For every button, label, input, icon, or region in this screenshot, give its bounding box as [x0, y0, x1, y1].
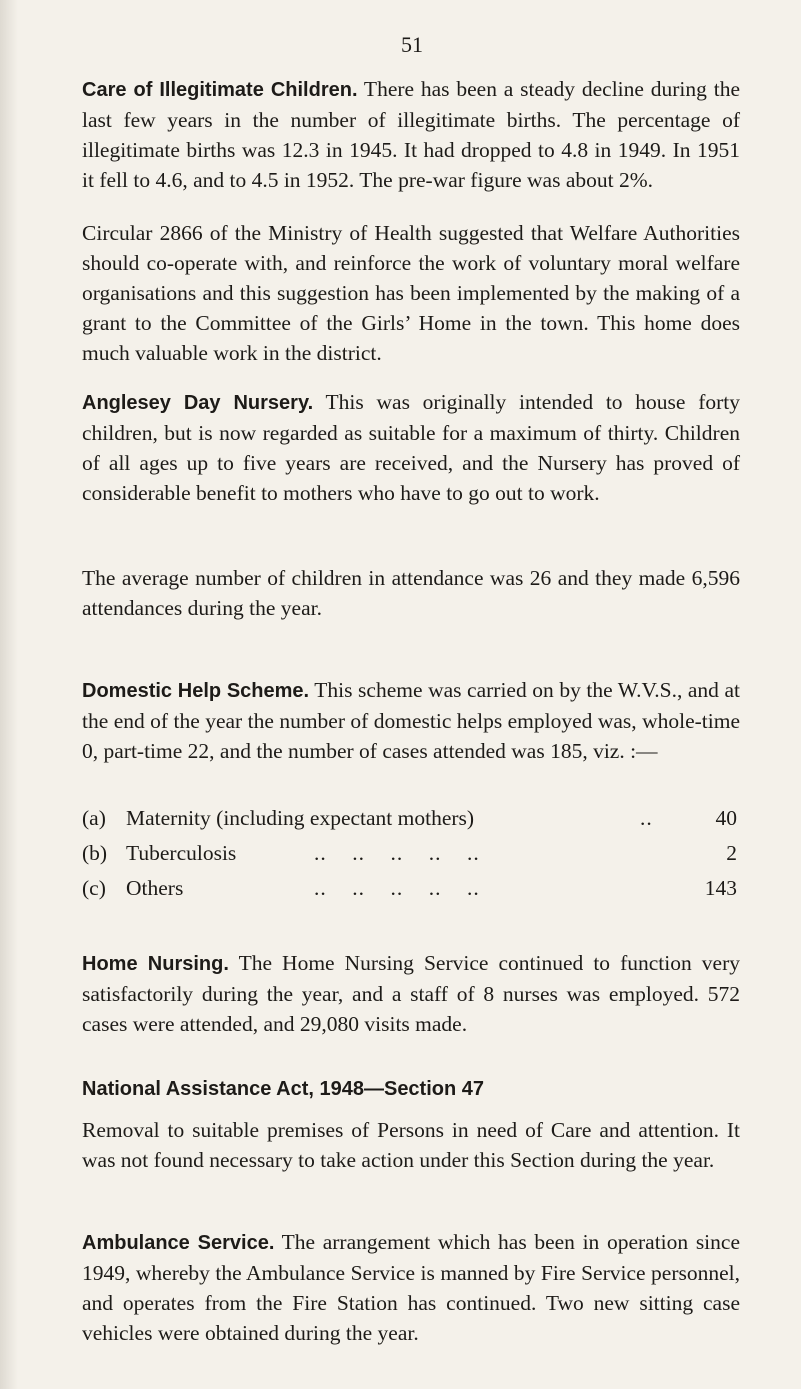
list-item-leader-dots: ..: [640, 806, 653, 830]
illegitimate-children-heading: Care of Illegitimate Children.: [82, 79, 358, 101]
ambulance-text: The arrangement which has been in operation since 1949, whereby the Ambulance Service is manned by Fire Service personnel, and operates from the Fire Station has continued. Two new sitting case vehicles were obtained during the year.: [82, 1230, 740, 1345]
illegitimate-children-text: There has been a steady decline during the last few years in the number of illegitimate births. The percentage of illegitimate births was 12.3 in 1945. It had dropped to 4.8 in 1949. In 1951 it fell to 4.6, and to 4.5 in 1952. The pre-war figure was about 2%.: [82, 77, 740, 192]
list-item-label: Tuberculosis: [126, 841, 237, 865]
ambulance-heading: Ambulance Service.: [82, 1232, 275, 1254]
national-assistance-paragraph: Removal to suitable premises of Persons in need of Care and attention. It was not found necessary to take action under this Section during the year.: [82, 1118, 740, 1172]
nursery-paragraph: [82, 387, 740, 508]
ambulance-paragraph: [82, 1227, 740, 1348]
home-nursing-heading: Home Nursing.: [82, 953, 229, 975]
list-item-letter: (b): [82, 841, 108, 865]
list-item-label: Others: [126, 876, 184, 900]
nursery-text: This was originally intended to house forty children, but is now regarded as suitable for a maximum of thirty. Children of all ages up to five years are received, and the Nursery has proved of considerable benefit to mothers who have to go out to work.: [82, 390, 740, 505]
list-item-leader-dots: .. .. .. .. ..: [314, 841, 480, 865]
home-nursing-text: The Home Nursing Service continued to function very satisfactorily during the year, and a staff of 8 nurses was employed. 572 cases were attended, and 29,080 visits made.: [82, 951, 740, 1036]
list-item-label: Maternity (including expectant mothers): [126, 806, 475, 830]
list-item-maternity: [82, 803, 737, 833]
page-number: 51: [401, 32, 423, 57]
home-nursing-paragraph: [82, 948, 740, 1039]
list-item-value: 40: [715, 806, 737, 830]
nursery-heading: Anglesey Day Nursery.: [82, 392, 314, 414]
page-edge-shadow: [0, 0, 18, 1389]
circular-paragraph: Circular 2866 of the Ministry of Health suggested that Welfare Authorities should co-operate with, and reinforce the work of voluntary moral welfare organisations and this suggestion has been implemented by the making of a grant to the Committee of the Girls’ Home in the town. This home does much valuable work in the district.: [82, 221, 740, 365]
domestic-help-paragraph: [82, 675, 740, 766]
list-item-value: 143: [704, 876, 737, 900]
list-item-letter: (a): [82, 806, 106, 830]
list-item-value: 2: [726, 841, 737, 865]
illegitimate-children-paragraph: [82, 74, 740, 195]
domestic-help-heading: Domestic Help Scheme.: [82, 680, 310, 702]
list-item-letter: (c): [82, 876, 106, 900]
list-item-others: [82, 873, 737, 903]
domestic-help-text: This scheme was carried on by the W.V.S., and at the end of the year the number of domestic helps employed was, whole-time 0, part-time 22, and the number of cases attended was 185, viz. :—: [82, 678, 740, 763]
nursery-attendance-paragraph: The average number of children in attendance was 26 and they made 6,596 attendances during the year.: [82, 566, 740, 620]
list-item-tuberculosis: [82, 838, 737, 868]
national-assistance-heading: National Assistance Act, 1948—Section 47: [82, 1078, 485, 1100]
list-item-leader-dots: .. .. .. .. ..: [314, 876, 480, 900]
